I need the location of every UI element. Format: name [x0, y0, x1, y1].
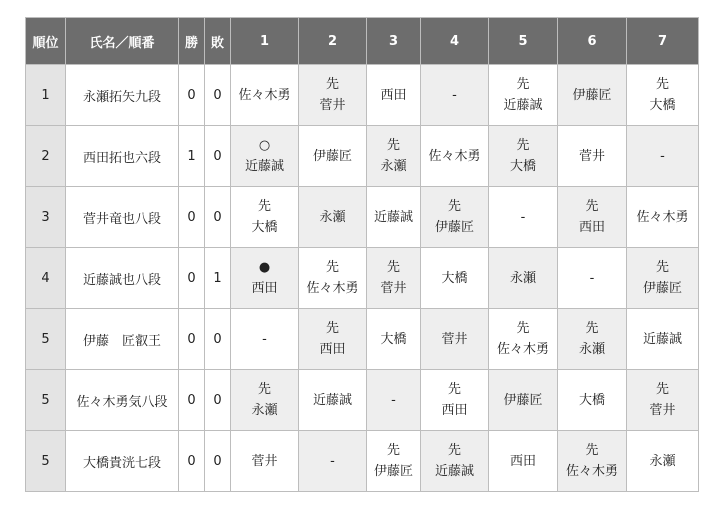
opponent-name: 伊藤匠 [373, 464, 413, 479]
opponent-name: 大橋 [380, 331, 407, 347]
header-round-4: 4 [421, 18, 489, 65]
game-cell [421, 65, 489, 126]
game-cell [231, 248, 299, 309]
opponent-name: 菅井 [578, 148, 605, 164]
game-cell [231, 431, 299, 492]
player-name-cell: 永瀬拓矢九段 [66, 65, 179, 126]
game-mark: 先 [655, 260, 669, 275]
game-cell [558, 187, 627, 248]
table-row [26, 431, 699, 492]
opponent-name: 近藤誠 [373, 209, 413, 225]
wins-cell: 0 [179, 65, 205, 126]
game-mark: 先 [585, 321, 599, 336]
game-cell [231, 370, 299, 431]
game-cell [489, 431, 558, 492]
wins-cell: 0 [179, 187, 205, 248]
wins-cell: 0 [179, 431, 205, 492]
opponent-name: 佐々木勇 [496, 342, 549, 357]
opponent-name: 近藤誠 [312, 392, 352, 408]
opponent-name: 近藤誠 [434, 464, 474, 479]
header-rank: 順位 [26, 18, 66, 65]
game-mark: 先 [386, 138, 400, 153]
rank-cell: 2 [26, 126, 66, 187]
opponent-name: 永瀬 [649, 453, 676, 469]
header-round-3: 3 [367, 18, 421, 65]
rank-cell: 3 [26, 187, 66, 248]
table-row [26, 370, 699, 431]
game-mark: 先 [447, 199, 461, 214]
opponent-name: 近藤誠 [503, 98, 543, 113]
game-cell [489, 65, 558, 126]
header-round-7: 7 [627, 18, 699, 65]
losses-cell: 0 [205, 431, 231, 492]
opponent-name: 佐々木勇 [306, 281, 359, 296]
header-losses: 敗 [205, 18, 231, 65]
game-cell [299, 248, 367, 309]
game-cell [558, 65, 627, 126]
opponent-name: - [589, 270, 595, 286]
league-table [25, 17, 699, 492]
game-cell [489, 248, 558, 309]
opponent-name: 佐々木勇 [565, 464, 618, 479]
game-cell [299, 65, 367, 126]
game-mark: 先 [447, 443, 461, 458]
opponent-name: 近藤誠 [244, 159, 284, 174]
game-mark: 先 [325, 260, 339, 275]
rank-cell: 5 [26, 309, 66, 370]
game-cell [558, 431, 627, 492]
wins-cell: 0 [179, 370, 205, 431]
table-row [26, 65, 699, 126]
table-row [26, 187, 699, 248]
opponent-name: 伊藤匠 [642, 281, 682, 296]
table-row [26, 126, 699, 187]
game-mark: 先 [325, 77, 339, 92]
game-cell [367, 431, 421, 492]
losses-cell: 1 [205, 248, 231, 309]
game-mark: 先 [257, 382, 271, 397]
game-cell [421, 248, 489, 309]
opponent-name: 菅井 [251, 453, 278, 469]
player-name-cell: 佐々木勇気八段 [66, 370, 179, 431]
opponent-name: 伊藤匠 [503, 392, 543, 408]
opponent-name: 西田 [319, 342, 346, 357]
header-row [26, 18, 699, 65]
game-mark: 先 [257, 199, 271, 214]
game-cell [489, 126, 558, 187]
game-cell [421, 309, 489, 370]
opponent-name: 伊藤匠 [572, 87, 612, 103]
losses-cell: 0 [205, 126, 231, 187]
opponent-name: - [660, 148, 665, 164]
opponent-name: 西田 [578, 220, 605, 235]
opponent-name: 永瀬 [319, 209, 346, 225]
opponent-name: 西田 [509, 453, 536, 469]
rank-cell: 1 [26, 65, 66, 126]
table-row [26, 309, 699, 370]
wins-cell: 0 [179, 309, 205, 370]
opponent-name: 菅井 [380, 281, 407, 296]
game-cell [421, 431, 489, 492]
game-cell [627, 248, 699, 309]
header-round-6: 6 [558, 18, 627, 65]
game-cell [627, 309, 699, 370]
header-round-1: 1 [231, 18, 299, 65]
opponent-name: 伊藤匠 [434, 220, 474, 235]
game-cell [299, 187, 367, 248]
game-cell [231, 309, 299, 370]
rank-cell: 5 [26, 431, 66, 492]
game-cell [299, 431, 367, 492]
table-body [26, 65, 699, 492]
rank-cell: 4 [26, 248, 66, 309]
opponent-name: 大橋 [649, 98, 676, 113]
game-cell [367, 370, 421, 431]
game-cell [299, 309, 367, 370]
game-cell [231, 187, 299, 248]
game-cell [627, 65, 699, 126]
game-cell [367, 65, 421, 126]
opponent-name: 永瀬 [509, 270, 536, 286]
game-mark: 先 [516, 77, 530, 92]
game-cell [489, 370, 558, 431]
game-cell [489, 309, 558, 370]
game-cell [558, 370, 627, 431]
table-row [26, 248, 699, 309]
losses-cell: 0 [205, 65, 231, 126]
game-cell [421, 126, 489, 187]
game-cell [299, 126, 367, 187]
game-mark: 先 [325, 321, 339, 336]
opponent-name: 西田 [380, 87, 407, 103]
game-mark: 先 [585, 443, 599, 458]
game-cell [231, 126, 299, 187]
rank-cell: 5 [26, 370, 66, 431]
opponent-name: 菅井 [441, 331, 468, 347]
game-cell [558, 248, 627, 309]
opponent-name: - [520, 209, 526, 225]
losses-cell: 0 [205, 370, 231, 431]
game-cell [558, 309, 627, 370]
opponent-name: 西田 [251, 281, 278, 296]
losses-cell: 0 [205, 309, 231, 370]
player-name-cell: 西田拓也六段 [66, 126, 179, 187]
opponent-name: 永瀬 [251, 403, 278, 418]
game-cell [367, 126, 421, 187]
player-name-cell: 近藤誠也八段 [66, 248, 179, 309]
game-mark: ● [258, 260, 271, 275]
opponent-name: 大橋 [578, 392, 605, 408]
game-cell [558, 126, 627, 187]
league-table-container [25, 17, 699, 492]
game-mark: 先 [655, 382, 669, 397]
header-wins: 勝 [179, 18, 205, 65]
opponent-name: - [262, 331, 267, 347]
player-name-cell: 伊藤 匠叡王 [66, 309, 179, 370]
losses-cell: 0 [205, 187, 231, 248]
game-cell [367, 309, 421, 370]
game-mark: 先 [516, 138, 530, 153]
game-cell [421, 370, 489, 431]
game-mark: ○ [258, 138, 271, 153]
game-mark: 先 [516, 321, 530, 336]
header-round-2: 2 [299, 18, 367, 65]
game-mark: 先 [447, 382, 461, 397]
opponent-name: 佐々木勇 [238, 87, 291, 103]
game-cell [627, 431, 699, 492]
game-cell [627, 187, 699, 248]
opponent-name: 菅井 [649, 403, 676, 418]
game-cell [489, 187, 558, 248]
opponent-name: - [391, 392, 396, 408]
opponent-name: - [452, 87, 457, 103]
opponent-name: 大橋 [441, 270, 468, 286]
opponent-name: 伊藤匠 [312, 148, 352, 164]
game-cell [627, 370, 699, 431]
player-name-cell: 大橋貴洸七段 [66, 431, 179, 492]
opponent-name: 大橋 [509, 159, 536, 174]
game-cell [367, 248, 421, 309]
game-cell [421, 187, 489, 248]
game-cell [627, 126, 699, 187]
game-mark: 先 [655, 77, 669, 92]
opponent-name: 大橋 [251, 220, 278, 235]
game-cell [367, 187, 421, 248]
player-name-cell: 菅井竜也八段 [66, 187, 179, 248]
wins-cell: 1 [179, 126, 205, 187]
opponent-name: 西田 [441, 403, 468, 418]
header-name: 氏名／順番 [66, 18, 179, 65]
wins-cell: 0 [179, 248, 205, 309]
opponent-name: 永瀬 [380, 159, 407, 174]
opponent-name: 佐々木勇 [428, 148, 481, 164]
opponent-name: - [330, 453, 335, 469]
game-mark: 先 [585, 199, 599, 214]
game-mark: 先 [386, 443, 400, 458]
opponent-name: 佐々木勇 [636, 209, 689, 225]
opponent-name: 菅井 [319, 98, 346, 113]
game-cell [299, 370, 367, 431]
header-round-5: 5 [489, 18, 558, 65]
opponent-name: 永瀬 [578, 342, 605, 357]
game-cell [231, 65, 299, 126]
game-mark: 先 [386, 260, 400, 275]
opponent-name: 近藤誠 [642, 331, 682, 347]
